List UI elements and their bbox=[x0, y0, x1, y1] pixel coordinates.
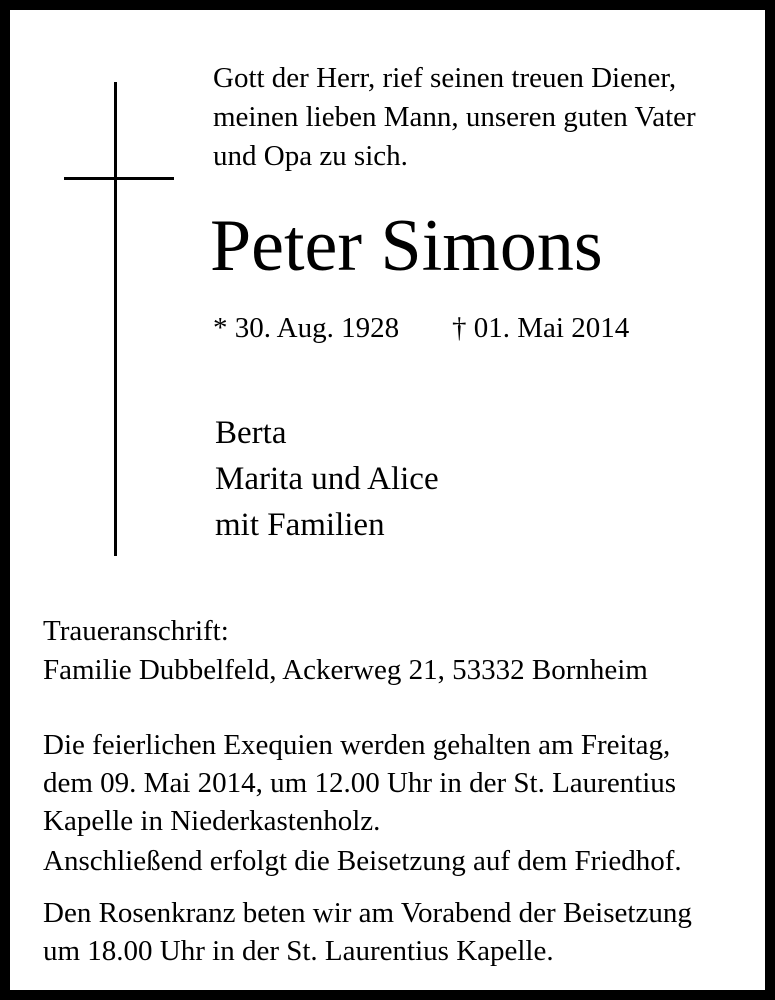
intro-line-2: meinen lieben Mann, unseren guten Vater bbox=[213, 101, 696, 133]
service-line-3: Kapelle in Niederkastenholz. bbox=[43, 805, 381, 837]
deceased-name: Peter Simons bbox=[210, 205, 603, 287]
intro-text bbox=[213, 59, 696, 176]
death-date: † 01. Mai 2014 bbox=[452, 312, 630, 344]
service-line-2: dem 09. Mai 2014, um 12.00 Uhr in der St. Laurentius bbox=[43, 767, 677, 799]
rosary-line-2: um 18.00 Uhr in der St. Laurentius Kapelle. bbox=[43, 935, 554, 967]
address-label: Traueranschrift: bbox=[43, 615, 229, 647]
funeral-service-info bbox=[43, 726, 676, 840]
mourning-address bbox=[43, 612, 648, 690]
birth-date: * 30. Aug. 1928 bbox=[213, 312, 400, 344]
rosary-line-1: Den Rosenkranz beten wir am Vorabend der Beisetzung bbox=[43, 897, 692, 929]
mourner-line-3: mit Familien bbox=[215, 507, 385, 543]
rosary-info bbox=[43, 894, 692, 970]
mourner-line-1: Berta bbox=[215, 415, 287, 451]
address-value: Familie Dubbelfeld, Ackerweg 21, 53332 Bornheim bbox=[43, 654, 648, 686]
service-line-1: Die feierlichen Exequien werden gehalten am Freitag, bbox=[43, 729, 671, 761]
cross-icon-vertical-bar bbox=[114, 82, 117, 556]
cross-icon-horizontal-bar bbox=[64, 177, 174, 180]
intro-line-1: Gott der Herr, rief seinen treuen Diener, bbox=[213, 62, 677, 94]
intro-line-3: und Opa zu sich. bbox=[213, 140, 408, 172]
mourners-list bbox=[215, 410, 439, 548]
burial-info: Anschließend erfolgt die Beisetzung auf dem Friedhof. bbox=[43, 845, 682, 877]
mourner-line-2: Marita und Alice bbox=[215, 461, 439, 497]
